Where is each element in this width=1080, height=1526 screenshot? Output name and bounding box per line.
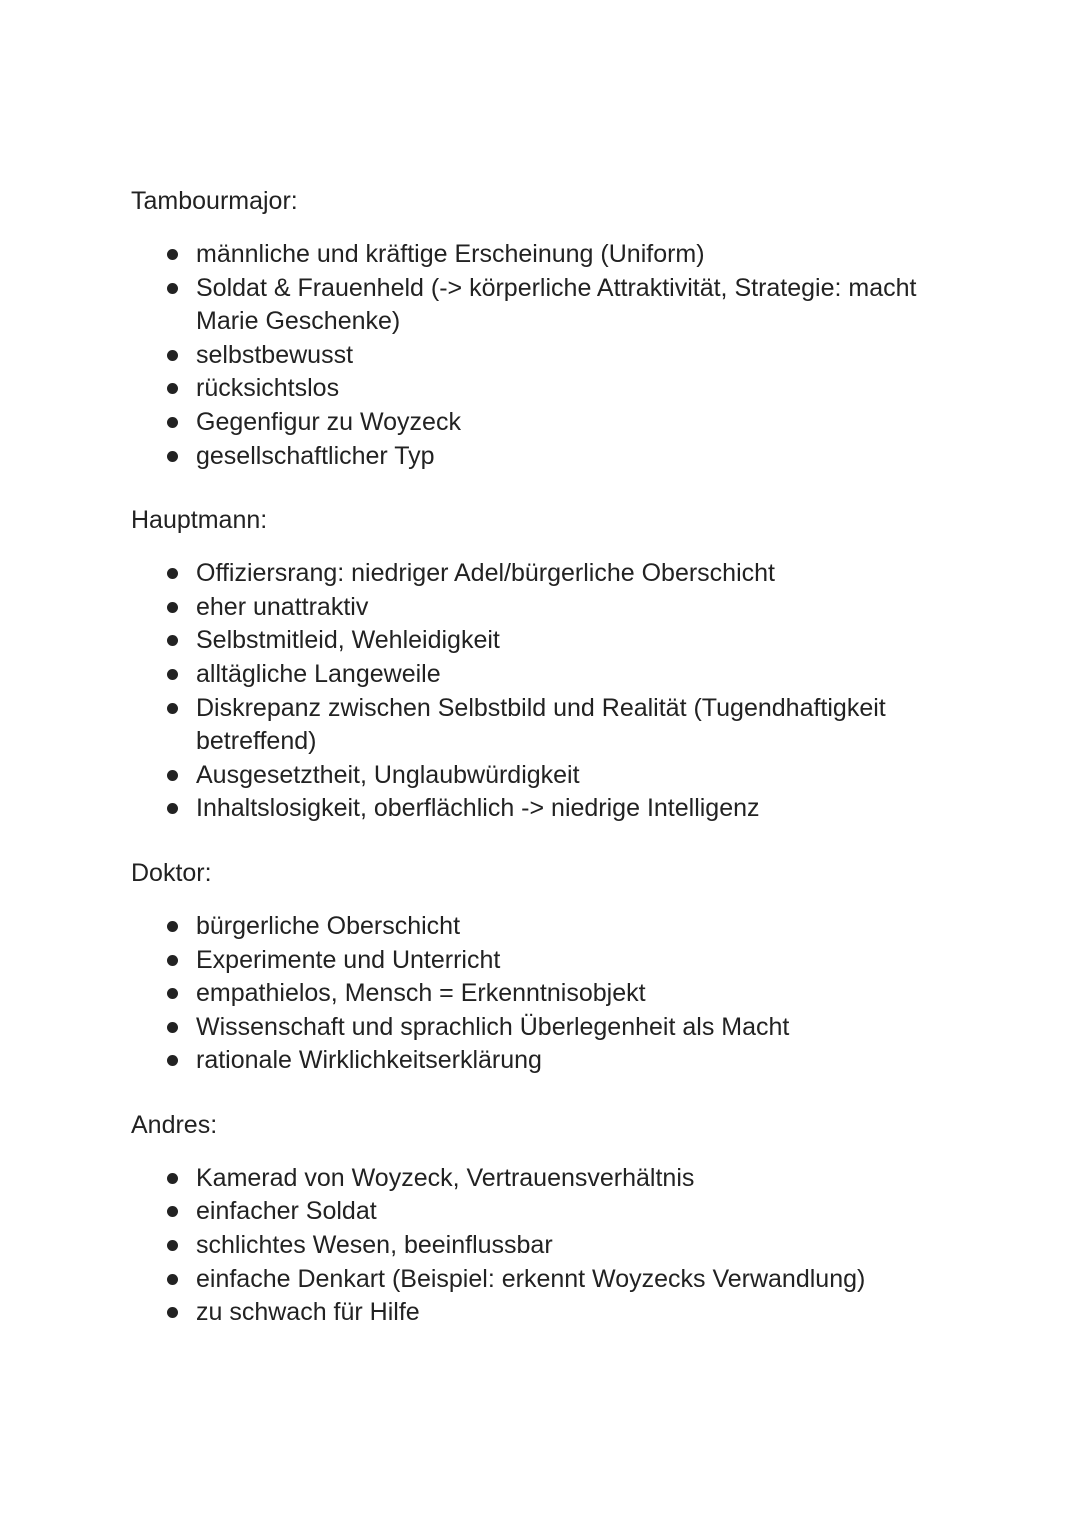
- section-doktor: [131, 856, 961, 1078]
- list-item: alltägliche Langeweile: [196, 658, 961, 692]
- section-title: Andres:: [131, 1110, 218, 1139]
- section-title: Hauptmann:: [131, 506, 268, 535]
- list-item: zu schwach für Hilfe: [196, 1296, 961, 1330]
- list-item: Diskrepanz zwischen Selbstbild und Realität (Tugendhaftigkeit betreffend): [196, 692, 961, 759]
- list-item: Selbstmitleid, Wehleidigkeit: [196, 624, 961, 658]
- list-item: Offiziersrang: niedriger Adel/bürgerliche Oberschicht: [196, 557, 961, 591]
- bullet-list: [131, 1162, 961, 1330]
- list-item: Kamerad von Woyzeck, Vertrauensverhältnis: [196, 1162, 961, 1196]
- list-item: einfache Denkart (Beispiel: erkennt Woyzecks Verwandlung): [196, 1263, 961, 1297]
- list-item: Inhaltslosigkeit, oberflächlich -> niedrige Intelligenz: [196, 792, 961, 826]
- section-andres: [131, 1108, 961, 1330]
- document-page: [131, 184, 961, 1360]
- list-item: gesellschaftlicher Typ: [196, 440, 961, 474]
- list-item: Soldat & Frauenheld (-> körperliche Attraktivität, Strategie: macht Marie Geschenke): [196, 272, 961, 339]
- section-hauptmann: [131, 503, 961, 826]
- list-item: Experimente und Unterricht: [196, 944, 961, 978]
- list-item: einfacher Soldat: [196, 1195, 961, 1229]
- section-title: Tambourmajor:: [131, 187, 298, 215]
- bullet-list: [131, 557, 961, 826]
- list-item: rationale Wirklichkeitserklärung: [196, 1044, 961, 1078]
- list-item: Wissenschaft und sprachlich Überlegenheit als Macht: [196, 1011, 961, 1045]
- list-item: schlichtes Wesen, beeinflussbar: [196, 1229, 961, 1263]
- bullet-list: [131, 238, 961, 473]
- bullet-list: [131, 910, 961, 1078]
- list-item: empathielos, Mensch = Erkenntnisobjekt: [196, 977, 961, 1011]
- list-item: rücksichtslos: [196, 372, 961, 406]
- list-item: eher unattraktiv: [196, 591, 961, 625]
- list-item: Ausgesetztheit, Unglaubwürdigkeit: [196, 759, 961, 793]
- list-item: Gegenfigur zu Woyzeck: [196, 406, 961, 440]
- section-tambourmajor: [131, 184, 961, 473]
- list-item: männliche und kräftige Erscheinung (Uniform): [196, 238, 961, 272]
- list-item: bürgerliche Oberschicht: [196, 910, 961, 944]
- list-item: selbstbewusst: [196, 339, 961, 373]
- section-title: Doktor:: [131, 858, 212, 887]
